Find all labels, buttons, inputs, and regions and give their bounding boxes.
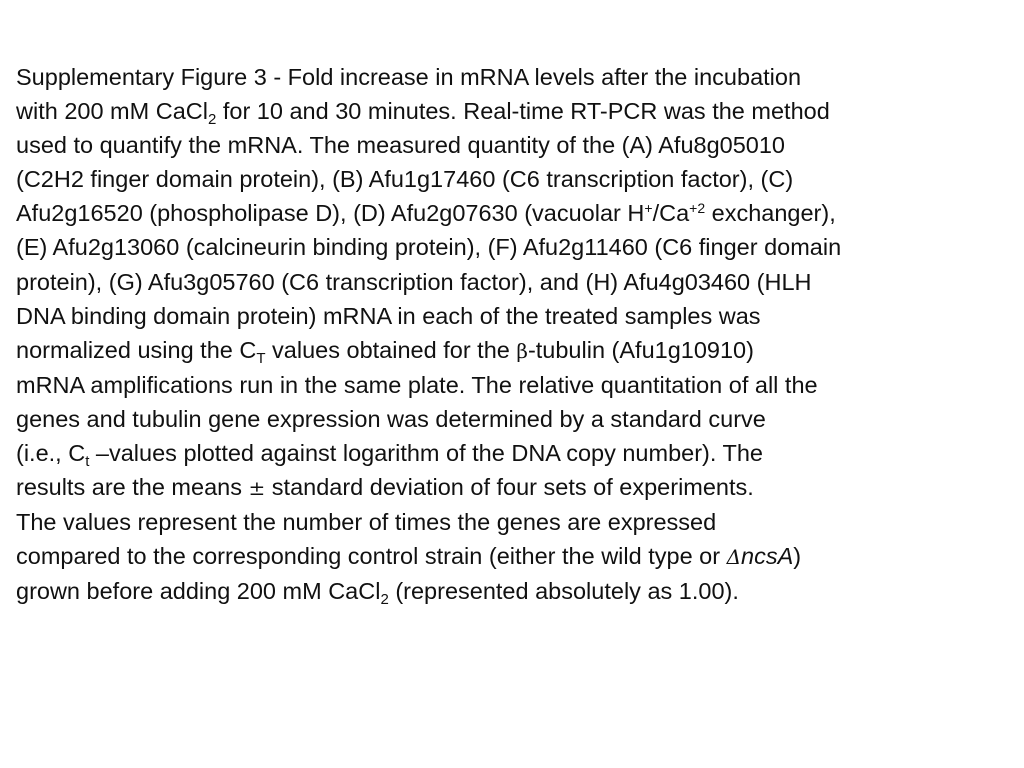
caption-line [16,470,1020,505]
caption-text: for 10 and 30 minutes. Real-time RT-PCR was the method [216,98,830,125]
caption-text: -tubulin (Afu1g10910) [527,336,754,363]
subscript-text: 2 [380,591,389,609]
superscript-text: +2 [689,200,706,217]
caption-text: used to quantify the mRNA. The measured quantity of the (A) Afu8g05010 [16,132,786,159]
caption-line [16,60,1020,94]
caption-text: Afu2g16520 (phospholipase D), (D) Afu2g07630 (vacuolar H [16,200,645,227]
caption-line [16,402,1020,436]
figure-caption [16,60,1020,609]
subscript-text: 2 [207,111,217,129]
caption-text: DNA binding domain protein) mRNA in each of the treated samples was [16,302,761,329]
caption-line [16,574,1020,608]
caption-text: –values plotted against logarithm of the DNA copy number). The [89,440,763,467]
caption-text: (C2H2 finger domain protein), (B) Afu1g17460 (C6 transcription factor), (C) [16,166,794,193]
caption-text: ) [793,543,802,570]
caption-text: /Ca [652,200,690,227]
superscript-text: + [644,200,653,217]
caption-line [16,333,1020,368]
caption-text: genes and tubulin gene expression was determined by a standard curve [16,405,766,432]
caption-line [16,230,1020,264]
caption-text: results are the means [16,474,249,501]
caption-text: (i.e., C [16,440,86,467]
caption-line [16,436,1020,470]
caption-text: exchanger), [705,200,836,227]
caption-line [16,162,1020,196]
subscript-text: T [256,349,266,367]
italic-text: ncsA [741,543,794,570]
caption-text: compared to the corresponding control strain (either the wild type or [16,543,727,570]
symbol-text: ± [248,476,266,501]
caption-line [16,265,1020,299]
symbol-text: Δ [726,545,742,570]
caption-line [16,505,1020,539]
caption-line [16,196,1020,230]
caption-text: values obtained for the [265,336,517,363]
caption-line [16,539,1020,574]
caption-text: (E) Afu2g13060 (calcineurin binding protein), (F) Afu2g11460 (C6 finger domain [16,234,842,261]
caption-text: protein), (G) Afu3g05760 (C6 transcription factor), and (H) Afu4g03460 (HLH [16,268,812,295]
symbol-text: β [516,338,528,363]
caption-text: grown before adding 200 mM CaCl [16,578,381,605]
caption-text: normalized using the C [16,336,257,363]
caption-line [16,128,1020,162]
caption-text: standard deviation of four sets of experiments. [265,474,754,501]
caption-text: with 200 mM CaCl [16,98,208,125]
caption-line [16,94,1020,128]
subscript-text: t [85,453,90,471]
caption-text: (represented absolutely as 1.00). [388,578,739,605]
caption-text: The values represent the number of times the genes are expressed [16,509,717,536]
caption-line [16,368,1020,402]
caption-text: mRNA amplifications run in the same plate. The relative quantitation of all the [16,371,818,398]
caption-line [16,299,1020,333]
caption-text: Supplementary Figure 3 - Fold increase in mRNA levels after the incubation [16,64,802,90]
